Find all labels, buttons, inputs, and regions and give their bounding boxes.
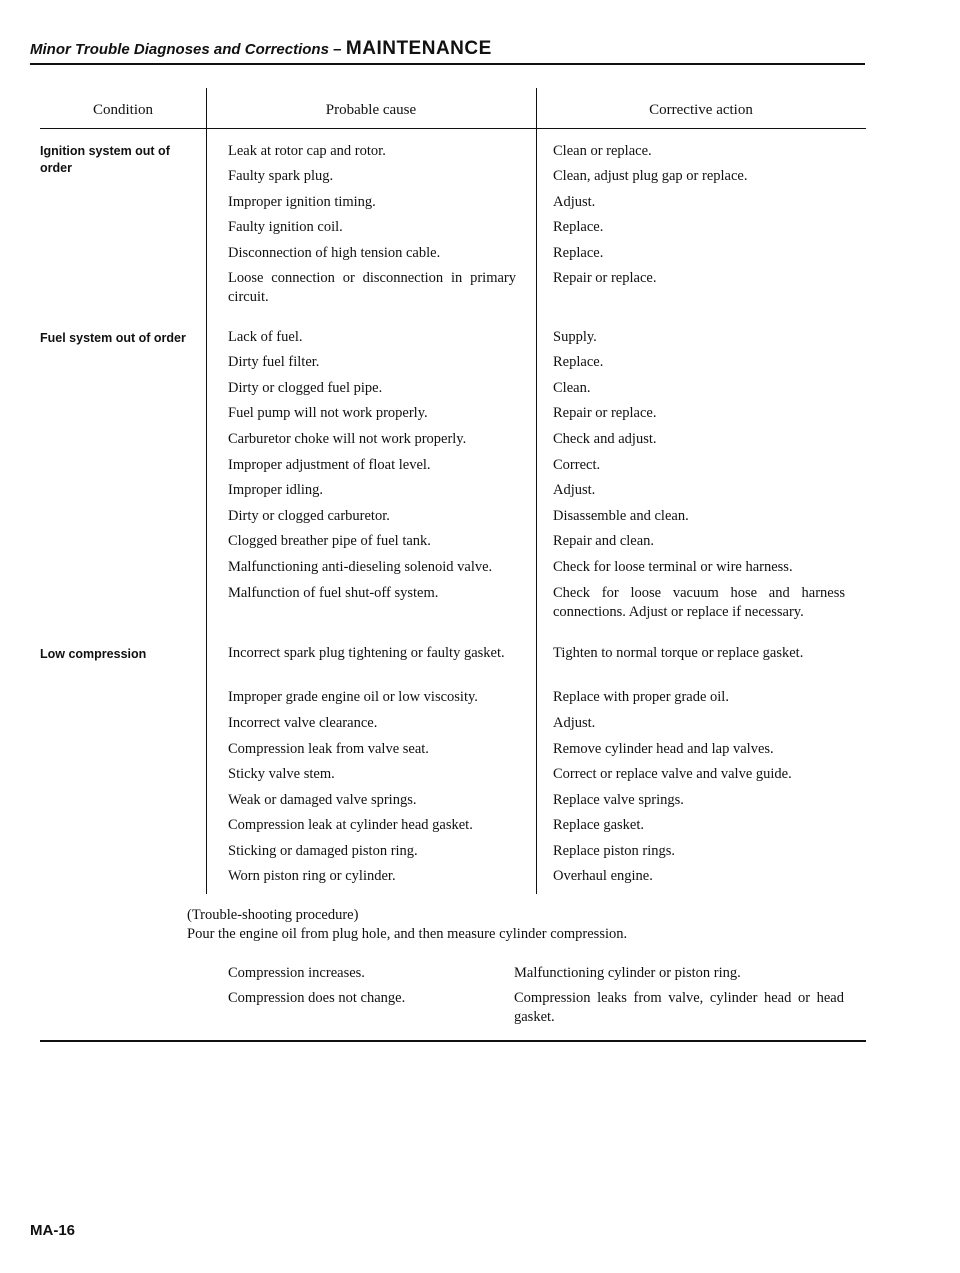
chapter-title: MAINTENANCE	[345, 38, 492, 59]
procedure-observation: Compression increases.	[228, 965, 365, 981]
corrective-action: Supply.	[553, 329, 597, 345]
header-rule	[30, 63, 865, 65]
corrective-action: Repair or replace.	[553, 270, 657, 286]
corrective-action: Repair and clean.	[553, 533, 655, 549]
probable-cause: Compression leak from valve seat.	[228, 741, 429, 757]
probable-cause: Compression leak at cylinder head gasket.	[228, 817, 473, 833]
probable-cause: Disconnection of high tension cable.	[228, 245, 441, 261]
column-header-corrective-action: Corrective action	[649, 102, 753, 118]
procedure-instruction: Pour the engine oil from plug hole, and then measure cylinder compression.	[187, 926, 628, 942]
condition-low-compression: Low compression	[40, 647, 147, 661]
procedure-observation: Compression does not change.	[228, 990, 406, 1006]
probable-cause: Sticky valve stem.	[228, 766, 335, 782]
column-header-probable-cause: Probable cause	[325, 102, 417, 118]
corrective-action: Replace.	[553, 219, 604, 235]
probable-cause: Loose connection or disconnection in primary circuit.	[228, 270, 516, 305]
corrective-action: Adjust.	[553, 482, 596, 498]
column-header-condition: Condition	[92, 102, 153, 118]
probable-cause: Faulty ignition coil.	[228, 219, 343, 235]
corrective-action: Correct or replace valve and valve guide.	[553, 766, 792, 782]
corrective-action: Clean.	[553, 380, 591, 396]
corrective-action: Remove cylinder head and lap valves.	[553, 741, 774, 757]
corrective-action: Clean, adjust plug gap or replace.	[553, 168, 748, 184]
corrective-action: Adjust.	[553, 715, 596, 731]
probable-cause: Weak or damaged valve springs.	[228, 792, 417, 808]
probable-cause: Clogged breather pipe of fuel tank.	[228, 533, 431, 549]
probable-cause: Improper idling.	[228, 482, 324, 498]
corrective-action: Overhaul engine.	[553, 868, 653, 884]
corrective-action: Check and adjust.	[553, 431, 657, 447]
procedure-meaning: Malfunctioning cylinder or piston ring.	[514, 965, 741, 981]
condition-ignition-system: Ignition system out of order	[40, 144, 170, 175]
footer-rule	[40, 1040, 866, 1042]
section-title: Minor Trouble Diagnoses and Corrections –	[30, 41, 342, 58]
probable-cause: Fuel pump will not work properly.	[228, 405, 428, 421]
probable-cause: Lack of fuel.	[228, 329, 303, 345]
probable-cause: Worn piston ring or cylinder.	[228, 868, 396, 884]
probable-cause: Incorrect spark plug tightening or faulty gasket.	[228, 645, 505, 661]
table-header-rule	[40, 128, 866, 129]
probable-cause: Malfunction of fuel shut-off system.	[228, 585, 439, 601]
probable-cause: Improper adjustment of float level.	[228, 457, 431, 473]
probable-cause: Leak at rotor cap and rotor.	[228, 143, 386, 159]
probable-cause: Dirty or clogged carburetor.	[228, 508, 390, 524]
probable-cause: Sticking or damaged piston ring.	[228, 843, 418, 859]
corrective-action: Replace with proper grade oil.	[553, 689, 729, 705]
corrective-action: Repair or replace.	[553, 405, 657, 421]
page-number: MA-16	[30, 1222, 76, 1239]
corrective-action: Clean or replace.	[553, 143, 652, 159]
procedure-title: (Trouble-shooting procedure)	[187, 907, 359, 923]
corrective-action: Tighten to normal torque or replace gasket.	[553, 645, 804, 661]
probable-cause: Incorrect valve clearance.	[228, 715, 378, 731]
probable-cause: Faulty spark plug.	[228, 168, 334, 184]
probable-cause: Malfunctioning anti-dieseling solenoid valve.	[228, 559, 493, 575]
corrective-action: Replace.	[553, 245, 604, 261]
corrective-action: Replace gasket.	[553, 817, 644, 833]
corrective-action: Correct.	[553, 457, 601, 473]
corrective-action: Adjust.	[553, 194, 596, 210]
corrective-action: Check for loose vacuum hose and harness connections. Adjust or replace if necessary.	[553, 585, 845, 620]
probable-cause: Improper ignition timing.	[228, 194, 376, 210]
corrective-action: Replace valve springs.	[553, 792, 684, 808]
corrective-action: Check for loose terminal or wire harness.	[553, 559, 793, 575]
column-divider	[206, 88, 207, 894]
probable-cause: Dirty fuel filter.	[228, 354, 320, 370]
condition-fuel-system: Fuel system out of order	[40, 331, 186, 345]
procedure-meaning: Compression leaks from valve, cylinder head or head gasket.	[514, 990, 844, 1025]
probable-cause: Improper grade engine oil or low viscosity.	[228, 689, 478, 705]
probable-cause: Carburetor choke will not work properly.	[228, 431, 467, 447]
corrective-action: Replace.	[553, 354, 604, 370]
page-header	[30, 38, 492, 60]
column-divider	[536, 88, 537, 894]
probable-cause: Dirty or clogged fuel pipe.	[228, 380, 383, 396]
corrective-action: Disassemble and clean.	[553, 508, 689, 524]
corrective-action: Replace piston rings.	[553, 843, 676, 859]
